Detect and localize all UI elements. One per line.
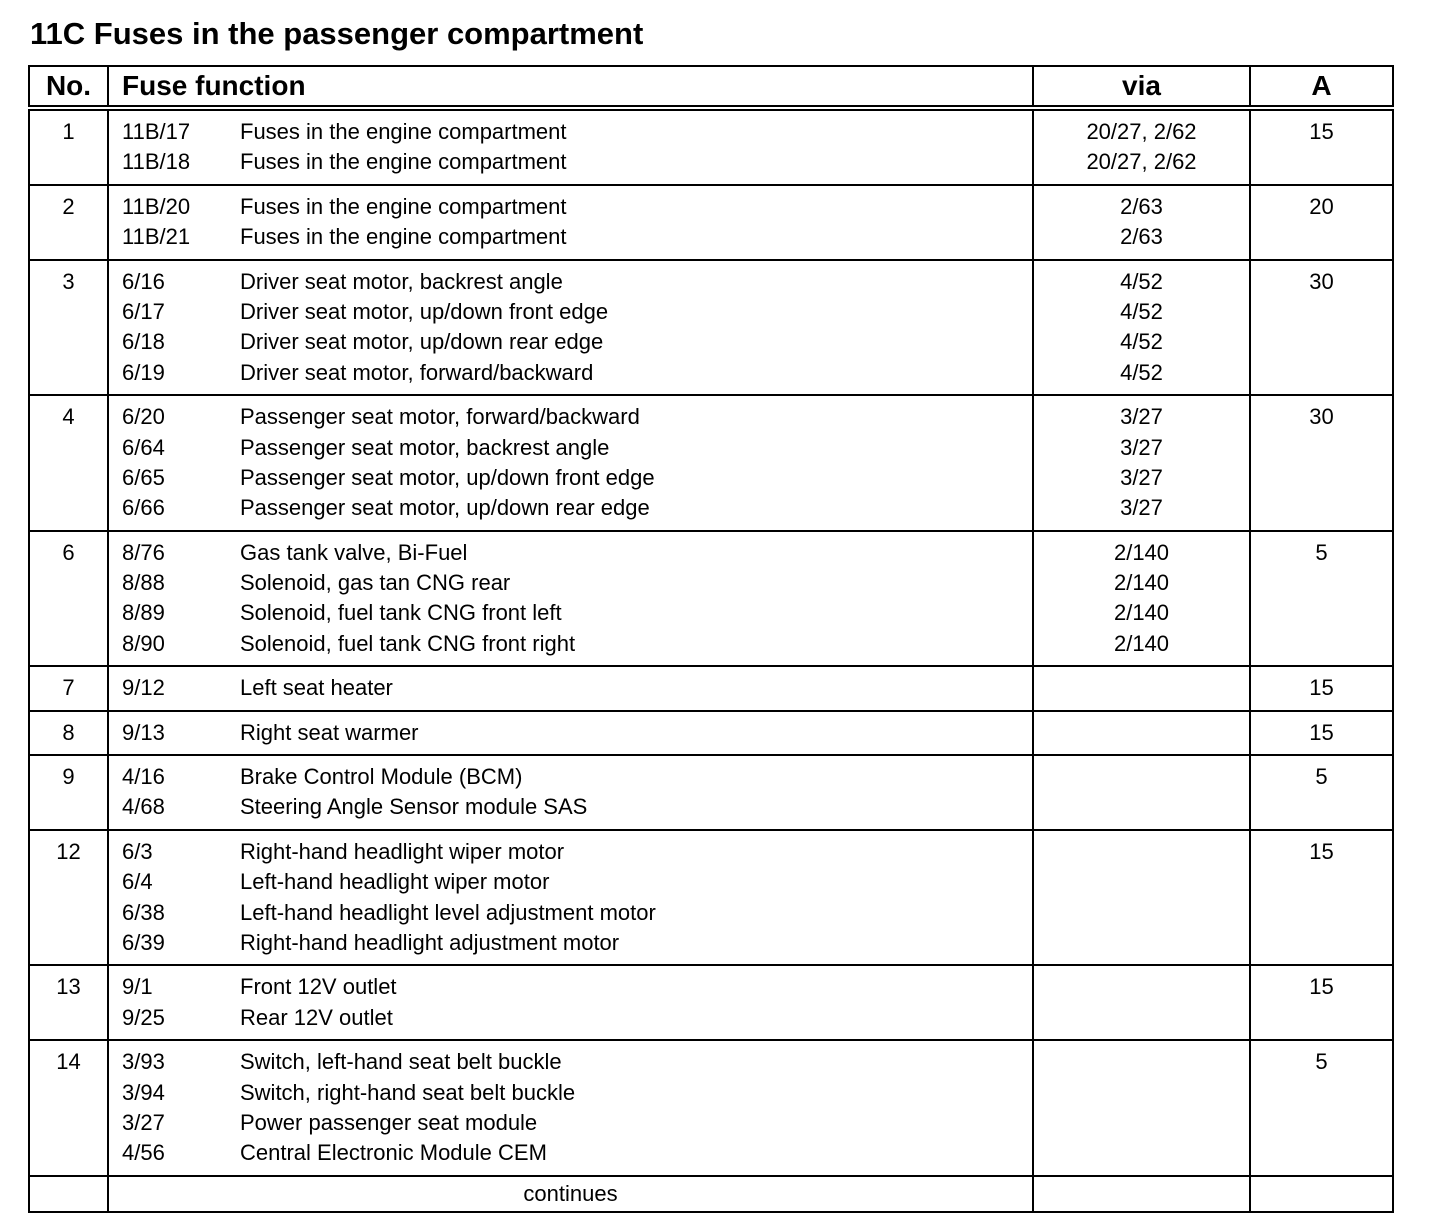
fuse-function-line [122,222,1032,252]
page-title: 11C Fuses in the passenger compartment [30,16,644,51]
fuse-function-cell [108,755,1033,830]
component-code: 6/66 [122,495,165,521]
component-description: Gas tank valve, Bi-Fuel [240,539,468,565]
amperage-value: 15 [1309,119,1334,144]
amperage-value: 30 [1309,404,1334,430]
amperage-cell [1250,711,1393,755]
fuse-function-cell [108,108,1033,185]
component-description: Front 12V outlet [240,974,397,1000]
header-fuse-function: Fuse function [108,66,1033,108]
fuse-number-cell [29,531,108,667]
table-row [29,185,1393,260]
component-description: Solenoid, gas tan CNG rear [240,570,511,596]
continues-label: continues [523,1180,618,1206]
via-value: 4/52 [1120,268,1163,294]
via-value: 20/27, 2/62 [1086,119,1197,144]
component-description: Brake Control Module (BCM) [240,764,523,790]
component-code: 9/1 [122,974,153,1000]
fuse-function-line [122,1047,1032,1077]
component-code: 11B/17 [122,119,191,144]
fuse-function-cell [108,711,1033,755]
via-cell [1033,830,1250,966]
via-value [1034,1003,1249,1033]
fuse-function-line [122,718,1032,748]
via-value: 4/52 [1120,298,1163,324]
fuse-function-line [122,493,1032,523]
footer-continues-cell [108,1176,1033,1212]
component-description: Driver seat motor, backrest angle [240,268,563,294]
component-code: 4/16 [122,764,165,790]
amperage-value: 15 [1309,719,1334,745]
table-row [29,711,1393,755]
fuse-number: 14 [56,1049,81,1075]
fuse-number: 3 [62,268,75,294]
component-description: Solenoid, fuel tank CNG front right [240,630,576,656]
footer-empty-cell [1033,1176,1250,1212]
table-row [29,395,1393,531]
table-row [29,755,1393,830]
component-code: 11B/20 [122,193,191,219]
fuse-function-line [122,568,1032,598]
via-value [1034,898,1249,928]
via-value: 2/140 [1113,600,1170,626]
fuse-number: 12 [56,838,81,864]
component-description: Switch, right-hand seat belt buckle [240,1079,576,1105]
fuse-function-line [122,267,1032,297]
fuse-function-line [122,402,1032,432]
via-value: 3/27 [1120,495,1163,521]
component-code: 6/17 [122,298,165,324]
amperage-value: 20 [1309,193,1334,219]
component-description: Steering Angle Sensor module SAS [240,794,588,820]
component-description: Passenger seat motor, up/down rear edge [240,495,650,521]
table-body [29,108,1393,1176]
via-value: 2/63 [1120,193,1163,219]
fuse-function-cell [108,666,1033,710]
via-cell [1033,395,1250,531]
amperage-cell [1250,666,1393,710]
component-code: 9/12 [122,675,165,701]
amperage-value: 5 [1315,539,1328,565]
fuse-function-line [122,972,1032,1002]
component-code: 6/39 [122,929,165,955]
component-description: Solenoid, fuel tank CNG front left [240,600,562,626]
via-cell [1033,1040,1250,1176]
fuse-function-line [122,598,1032,628]
via-value: 3/27 [1120,434,1163,460]
fuse-number: 9 [62,764,75,790]
component-code: 9/13 [122,719,165,745]
fuse-function-cell [108,185,1033,260]
component-description: Left-hand headlight wiper motor [240,869,550,895]
header-no: No. [29,66,108,108]
fuse-function-line [122,538,1032,568]
amperage-cell [1250,830,1393,966]
component-code: 6/3 [122,838,153,864]
component-code: 6/19 [122,359,165,385]
via-cell [1033,755,1250,830]
table-row [29,108,1393,185]
component-code: 8/90 [122,630,165,656]
fuse-function-line [122,792,1032,822]
amperage-cell [1250,755,1393,830]
component-code: 4/56 [122,1140,165,1166]
component-description: Switch, left-hand seat belt buckle [240,1049,562,1075]
via-value: 2/140 [1113,570,1170,596]
amperage-value: 15 [1309,838,1334,864]
header-via: via [1033,66,1250,108]
via-cell [1033,185,1250,260]
amperage-cell [1250,531,1393,667]
via-value [1034,718,1249,748]
table-row [29,965,1393,1040]
amperage-cell [1250,185,1393,260]
table-header [29,66,1393,108]
amperage-cell [1250,108,1393,185]
component-description: Central Electronic Module CEM [240,1140,547,1166]
fuse-function-line [122,192,1032,222]
component-code: 8/76 [122,539,165,565]
fuse-number: 4 [62,404,75,430]
via-cell [1033,965,1250,1040]
fuse-function-line [122,1078,1032,1108]
component-description: Driver seat motor, up/down rear edge [240,329,604,355]
footer-empty-cell [1250,1176,1393,1212]
fuse-function-line [122,433,1032,463]
table-row [29,1040,1393,1176]
component-description: Rear 12V outlet [240,1004,393,1030]
component-code: 4/68 [122,794,165,820]
fuse-function-line [122,117,1032,147]
fuse-function-cell [108,395,1033,531]
fuse-function-line [122,297,1032,327]
fuse-function-line [122,327,1032,357]
amperage-value: 15 [1309,675,1334,701]
via-cell [1033,711,1250,755]
fuse-number: 8 [62,719,75,745]
table-row [29,260,1393,396]
fuse-function-line [122,762,1032,792]
component-description: Right-hand headlight adjustment motor [240,929,620,955]
fuse-number-cell [29,711,108,755]
fuse-function-line [122,147,1032,177]
component-description: Fuses in the engine compartment [240,149,567,175]
amperage-value: 5 [1315,1049,1328,1075]
component-description: Driver seat motor, up/down front edge [240,298,609,324]
table-row [29,666,1393,710]
via-value: 3/27 [1120,464,1163,490]
fuse-number: 2 [62,193,75,219]
fuse-number-cell [29,965,108,1040]
via-value [1034,1108,1249,1138]
fuse-number: 13 [56,974,81,1000]
fuse-number-cell [29,108,108,185]
fuse-function-cell [108,965,1033,1040]
fuse-function-line [122,1003,1032,1033]
component-description: Passenger seat motor, up/down front edge [240,464,655,490]
component-code: 11B/21 [122,224,191,250]
amperage-cell [1250,965,1393,1040]
via-cell [1033,531,1250,667]
fuse-function-line [122,867,1032,897]
via-value: 20/27, 2/62 [1086,149,1197,175]
fuse-number-cell [29,1040,108,1176]
fuse-function-line [122,1108,1032,1138]
component-code: 9/25 [122,1004,165,1030]
fuse-function-cell [108,1040,1033,1176]
fuse-function-line [122,358,1032,388]
amperage-cell [1250,1040,1393,1176]
via-cell [1033,260,1250,396]
via-value: 2/140 [1113,539,1170,565]
fuse-function-line [122,673,1032,703]
via-value [1034,972,1249,1002]
component-code: 11B/18 [122,149,191,175]
fuse-function-line [122,1138,1032,1168]
via-cell [1033,666,1250,710]
via-value: 2/140 [1113,630,1170,656]
via-value [1034,1138,1249,1168]
amperage-value: 30 [1309,268,1334,294]
table-row [29,830,1393,966]
via-value: 4/52 [1120,329,1163,355]
component-code: 6/4 [122,869,153,895]
fuse-function-line [122,928,1032,958]
table-row [29,531,1393,667]
via-value [1034,762,1249,792]
fuse-number-cell [29,185,108,260]
component-description: Right seat warmer [240,719,419,745]
via-value: 4/52 [1120,359,1163,385]
fuse-function-line [122,463,1032,493]
fuse-number-cell [29,395,108,531]
fuse-function-line [122,629,1032,659]
via-value [1034,1047,1249,1077]
continues-row [29,1176,1393,1212]
via-value [1034,792,1249,822]
footer-empty-cell [29,1176,108,1212]
fuse-function-cell [108,260,1033,396]
amperage-cell [1250,395,1393,531]
via-value [1034,928,1249,958]
fuse-number-cell [29,755,108,830]
via-value [1034,837,1249,867]
via-value [1034,673,1249,703]
component-code: 8/88 [122,570,165,596]
fuse-number: 6 [62,539,75,565]
component-code: 8/89 [122,600,165,626]
component-code: 3/94 [122,1079,165,1105]
component-code: 6/20 [122,404,165,430]
fuse-function-cell [108,830,1033,966]
component-description: Passenger seat motor, forward/backward [240,404,640,430]
fuse-function-line [122,898,1032,928]
component-description: Left seat heater [240,675,393,701]
component-code: 3/93 [122,1049,165,1075]
fuse-table [28,65,1394,1213]
fuse-number: 1 [62,119,75,144]
component-description: Fuses in the engine compartment [240,119,567,144]
component-code: 6/38 [122,899,165,925]
fuse-number: 7 [62,675,75,701]
component-code: 3/27 [122,1109,165,1135]
via-value: 2/63 [1120,224,1163,250]
component-code: 6/18 [122,329,165,355]
component-description: Left-hand headlight level adjustment motor [240,899,656,925]
amperage-value: 5 [1315,764,1328,790]
component-description: Fuses in the engine compartment [240,224,567,250]
via-value: 3/27 [1120,404,1163,430]
fuse-number-cell [29,666,108,710]
via-value [1034,867,1249,897]
fuse-number-cell [29,260,108,396]
component-code: 6/16 [122,268,165,294]
amperage-cell [1250,260,1393,396]
fuse-number-cell [29,830,108,966]
via-cell [1033,108,1250,185]
component-code: 6/64 [122,434,165,460]
component-description: Fuses in the engine compartment [240,193,567,219]
via-value [1034,1078,1249,1108]
component-code: 6/65 [122,464,165,490]
amperage-value: 15 [1309,974,1334,1000]
component-description: Power passenger seat module [240,1109,538,1135]
component-description: Driver seat motor, forward/backward [240,359,594,385]
fuse-function-cell [108,531,1033,667]
component-description: Passenger seat motor, backrest angle [240,434,610,460]
fuse-function-line [122,837,1032,867]
component-description: Right-hand headlight wiper motor [240,838,565,864]
header-amps: A [1250,66,1393,108]
